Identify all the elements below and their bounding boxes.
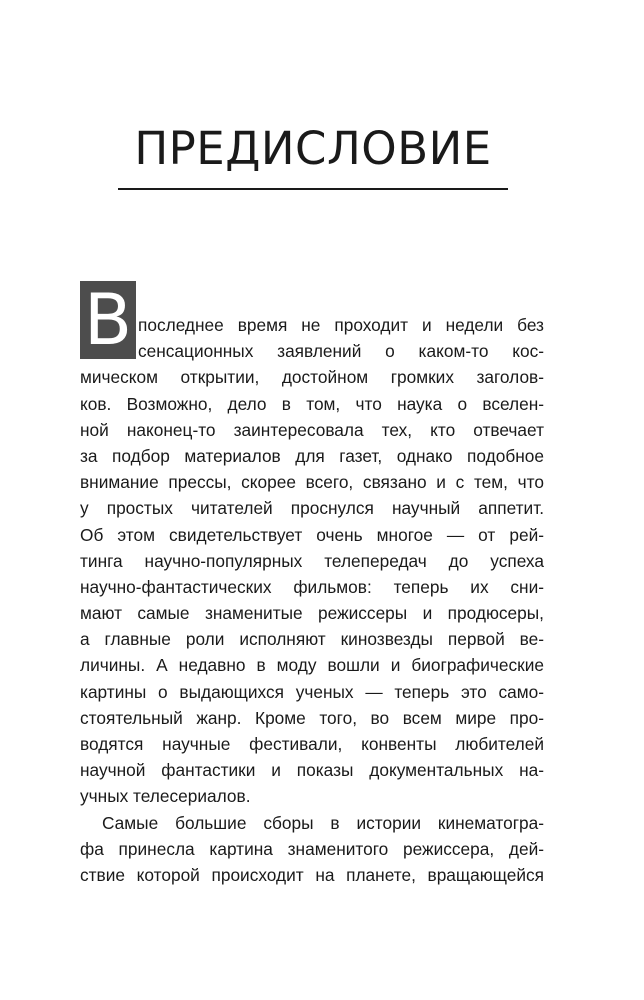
drop-cap: В	[80, 281, 136, 359]
text-line: научно-фантастических фильмов: теперь их сни-	[80, 576, 544, 597]
chapter-title: ПРЕДИСЛОВИЕ	[134, 122, 492, 175]
paragraph-2	[80, 810, 544, 889]
title-rule	[118, 188, 508, 190]
text-line: учных телесериалов.	[80, 786, 251, 807]
paragraph-1	[80, 312, 544, 810]
text-line: ков. Возможно, дело в том, что наука о вселен-	[80, 393, 544, 414]
text-line: водятся научные фестивали, конвенты любителей	[80, 734, 544, 754]
text-line: за подбор материалов для газет, однако подобное	[80, 445, 544, 466]
body-text	[80, 312, 544, 888]
text-line: Самые большие сборы в истории кинематогра-	[102, 812, 544, 833]
text-line: последнее время не проходит и недели без	[138, 315, 544, 335]
text-line: ствие которой происходит на планете, вращающейся	[80, 864, 544, 885]
text-line: ной наконец-то заинтересовала тех, кто отвечает	[80, 419, 544, 440]
text-line: Об этом свидетельствует очень многое — от рей-	[80, 524, 544, 545]
text-line: а главные роли исполняют кинозвезды первой ве-	[80, 629, 544, 650]
text-line: личины. А недавно в моду вошли и биографические	[80, 655, 544, 676]
text-line: фа принесла картина знаменитого режиссера, дей-	[80, 838, 544, 859]
text-line: стоятельный жанр. Кроме того, во всем мире про-	[80, 707, 544, 728]
text-line: научной фантастики и показы документальных на-	[80, 760, 544, 781]
text-line: тинга научно-популярных телепередач до успеха	[80, 550, 544, 571]
text-line: мическом открытии, достойном громких заголов-	[80, 367, 544, 388]
text-line: у простых читателей проснулся научный аппетит.	[80, 498, 544, 519]
text-line: сенсационных заявлений о каком-то кос-	[138, 341, 544, 362]
text-line: мают самые знаменитые режиссеры и продюсеры,	[80, 603, 544, 624]
text-line: внимание прессы, скорее всего, связано и с тем, что	[80, 472, 544, 493]
text-line: картины о выдающихся ученых — теперь это само-	[80, 681, 544, 702]
